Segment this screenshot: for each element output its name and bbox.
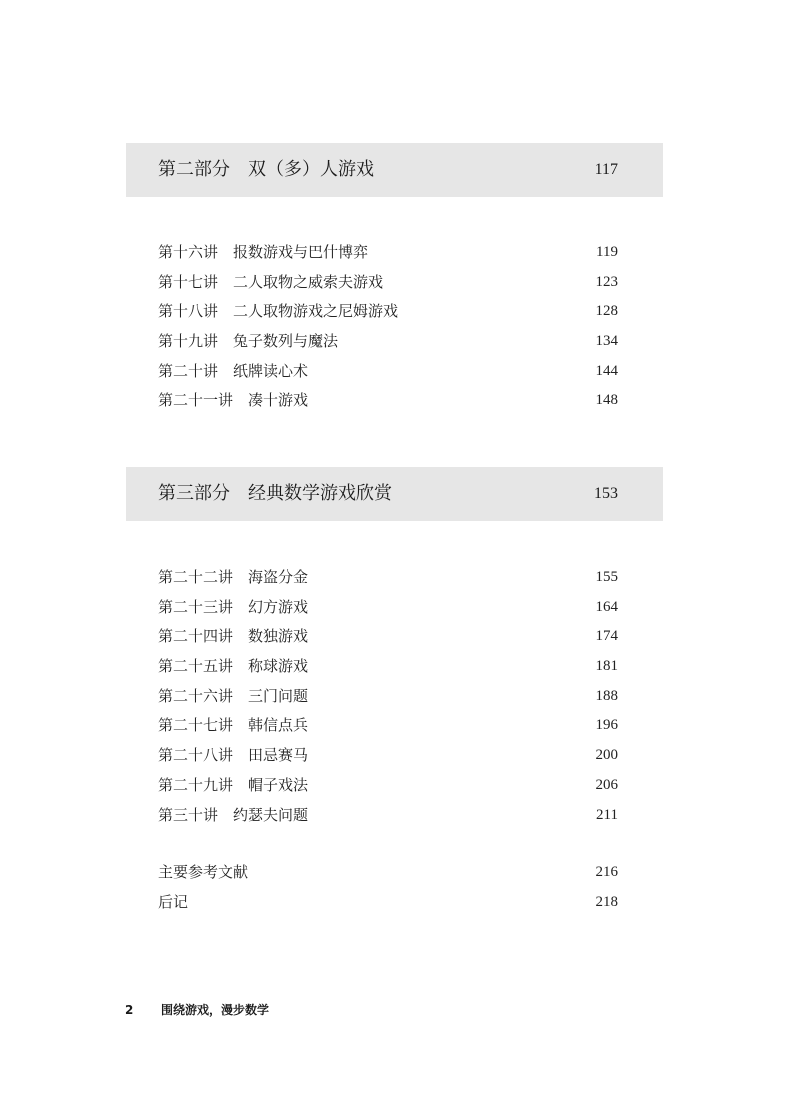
toc-entry-label: 第二十一讲 凑十游戏 [158, 391, 309, 410]
toc-entry-page: 196 [595, 717, 618, 734]
toc-entry[interactable] [158, 622, 618, 652]
toc-entry-label: 第二十七讲 韩信点兵 [158, 716, 309, 735]
toc-entry-page: 144 [595, 362, 618, 379]
toc-entry-page: 148 [595, 392, 618, 409]
toc-entry[interactable] [158, 652, 618, 682]
toc-entry-label: 第二十九讲 帽子戏法 [158, 775, 309, 794]
toc-entry-label: 第十八讲 二人取物游戏之尼姆游戏 [158, 302, 399, 321]
toc-entry[interactable] [158, 357, 618, 387]
toc-entry-references[interactable] [158, 858, 618, 888]
part-3-toc-list [158, 563, 618, 830]
part-page-number: 117 [594, 161, 618, 178]
toc-entry-label: 第二十讲 纸牌读心术 [158, 361, 309, 380]
toc-entry[interactable] [158, 386, 618, 416]
toc-entry[interactable] [158, 593, 618, 623]
toc-entry-page: 155 [595, 569, 618, 585]
toc-entry-label: 主要参考文献 [158, 863, 249, 881]
toc-entry-page: 188 [595, 687, 618, 704]
toc-entry-label: 第二十四讲 数独游戏 [158, 627, 309, 646]
toc-entry-label: 后记 [158, 892, 189, 911]
toc-entry[interactable] [158, 741, 618, 771]
toc-entry[interactable] [158, 771, 618, 801]
toc-entry[interactable] [158, 711, 618, 741]
toc-entry-label: 第二十五讲 称球游戏 [158, 657, 309, 676]
part-header-2 [126, 143, 663, 197]
backmatter-toc-list [158, 858, 618, 917]
toc-entry-page: 181 [595, 658, 618, 675]
toc-entry[interactable] [158, 238, 618, 268]
toc-entry[interactable] [158, 297, 618, 327]
toc-entry-label: 第二十三讲 幻方游戏 [158, 597, 309, 616]
toc-entry-page: 200 [595, 747, 618, 764]
toc-entry[interactable] [158, 268, 618, 298]
toc-entry-label: 第二十八讲 田忌赛马 [158, 746, 309, 765]
footer-page-number: 2 [125, 1003, 134, 1017]
toc-entry-page: 216 [595, 864, 618, 880]
toc-entry-label: 第三十讲 约瑟夫问题 [158, 805, 309, 824]
toc-entry-label: 第二十二讲 海盗分金 [158, 568, 309, 586]
footer-book-title: 围绕游戏，漫步数学 [161, 1003, 270, 1017]
toc-entry-afterword[interactable] [158, 888, 618, 918]
toc-entry-page: 134 [595, 333, 618, 350]
part-page-number: 153 [594, 485, 618, 502]
toc-entry-page: 174 [595, 628, 618, 645]
toc-entry[interactable] [158, 563, 618, 593]
toc-entry-page: 164 [595, 598, 618, 615]
toc-entry[interactable] [158, 327, 618, 357]
toc-entry-page: 218 [595, 893, 618, 910]
part-2-toc-list [158, 238, 618, 416]
part-title: 第三部分 经典数学游戏欣赏 [158, 483, 392, 504]
toc-entry-label: 第二十六讲 三门问题 [158, 686, 309, 705]
toc-entry-page: 128 [595, 303, 618, 320]
toc-entry-page: 206 [595, 776, 618, 793]
toc-entry-label: 第十六讲 报数游戏与巴什博弈 [158, 243, 369, 261]
part-title: 第二部分 双（多）人游戏 [158, 159, 374, 180]
toc-entry-page: 123 [595, 273, 618, 290]
toc-entry-label: 第十七讲 二人取物之威索夫游戏 [158, 272, 384, 291]
part-header-3 [126, 467, 663, 521]
toc-entry-label: 第十九讲 兔子数列与魔法 [158, 332, 339, 351]
toc-entry-page: 211 [596, 806, 618, 823]
toc-entry[interactable] [158, 801, 618, 831]
toc-entry-page: 119 [596, 244, 618, 260]
toc-entry[interactable] [158, 682, 618, 712]
